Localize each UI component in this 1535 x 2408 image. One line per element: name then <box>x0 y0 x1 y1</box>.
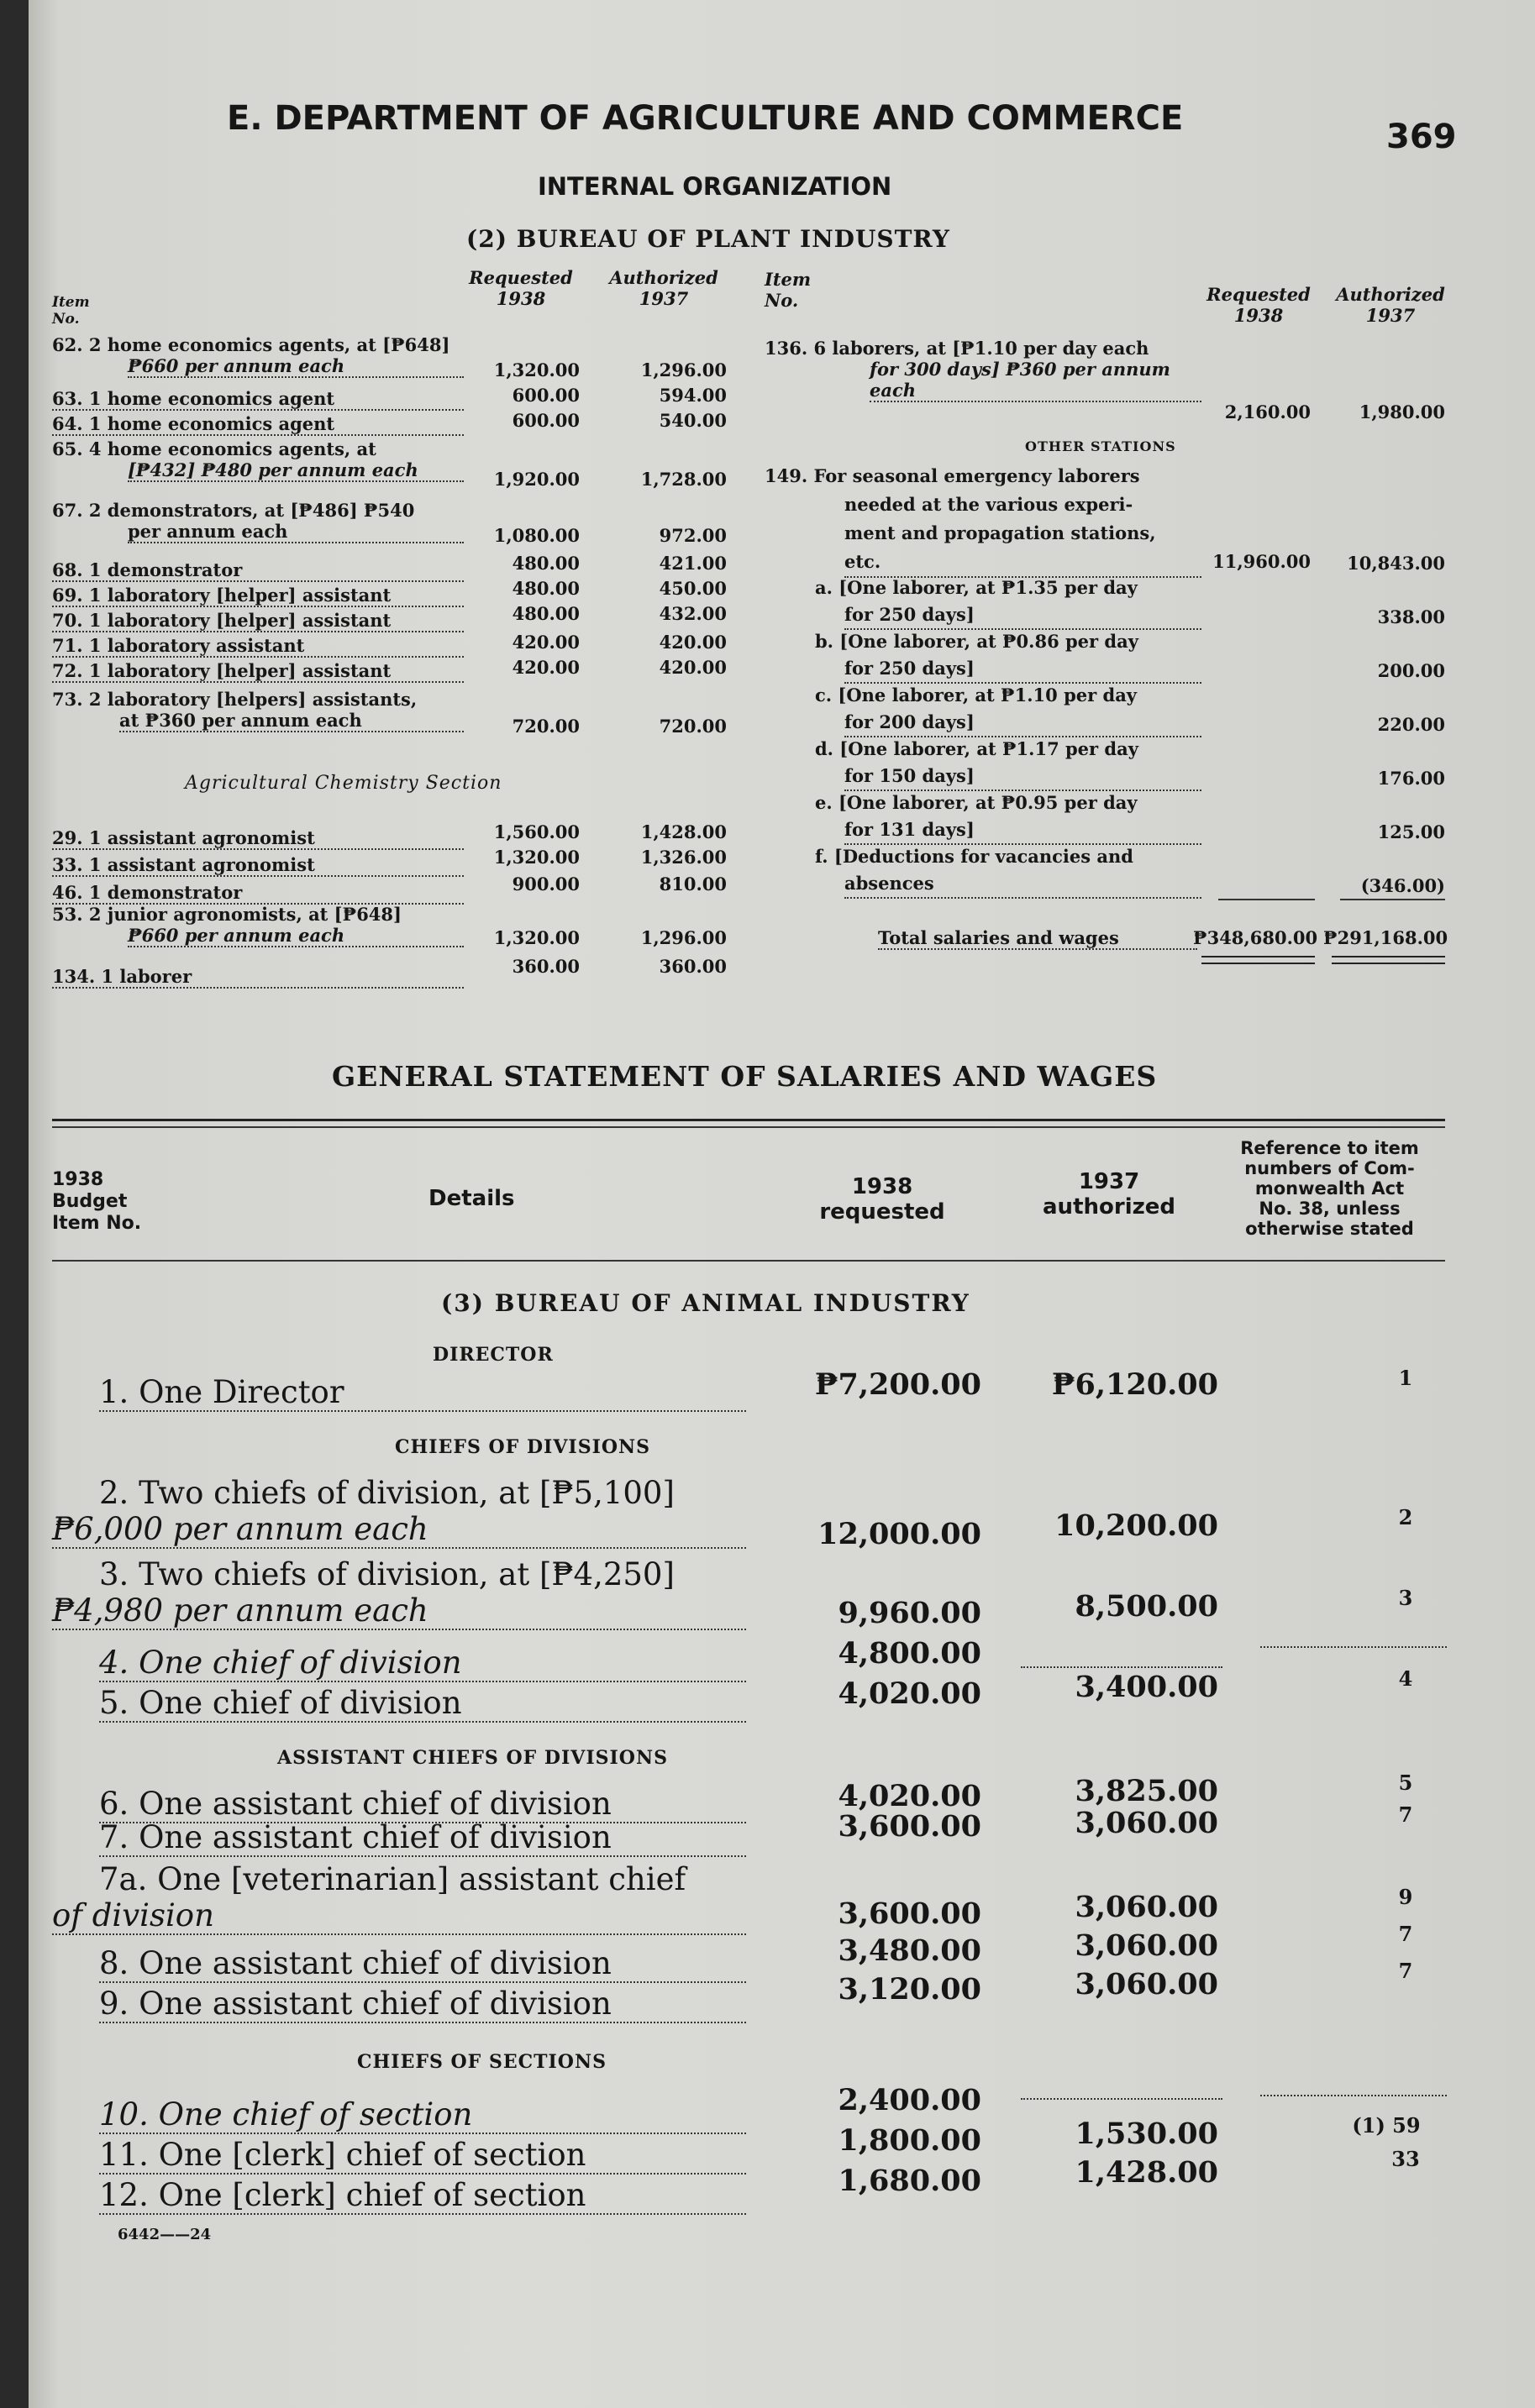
amount: 11,960.00 <box>1212 551 1311 572</box>
agricultural-chemistry-section-heading: Agricultural Chemistry Section <box>185 773 502 794</box>
amount: 420.00 <box>512 657 580 678</box>
row-9: 9. One assistant chief of division <box>99 1986 746 2023</box>
left-item-71: 71. 1 laboratory assistant <box>52 635 464 658</box>
amount: 360.00 <box>659 956 727 977</box>
bureau-animal-heading: (3) BUREAU OF ANIMAL INDUSTRY <box>441 1289 970 1317</box>
ref: 1 <box>1398 1366 1413 1390</box>
amount: 2,160.00 <box>1224 401 1311 422</box>
ref: 3 <box>1398 1586 1413 1610</box>
right-sub-f: f. [Deductions for vacancies and absences <box>815 843 1201 899</box>
ref: 5 <box>1398 1771 1413 1795</box>
amount: 10,843.00 <box>1347 553 1445 574</box>
amount: 4,020.00 <box>838 1676 981 1711</box>
amount: 1,320.00 <box>493 847 580 868</box>
header-top-rule-2 <box>52 1126 1445 1128</box>
row-7a: 7a. One [veterinarian] assistant chief of division <box>99 1861 754 1935</box>
assistant-chiefs-heading: ASSISTANT CHIEFS OF DIVISIONS <box>277 1747 668 1769</box>
amount: 1,920.00 <box>493 469 580 490</box>
col-requested-right: Requested 1938 <box>1206 284 1311 326</box>
col-item-left: Item No. <box>52 294 90 328</box>
department-title: E. DEPARTMENT OF AGRICULTURE AND COMMERCE <box>227 99 1184 138</box>
row-11: 11. One [clerk] chief of section <box>99 2137 746 2175</box>
amount: 2,400.00 <box>838 2083 981 2117</box>
amount: 9,960.00 <box>838 1596 981 1630</box>
amount: 4,020.00 <box>838 1779 981 1813</box>
amount: 10,200.00 <box>1054 1508 1218 1543</box>
amount: 600.00 <box>512 385 580 406</box>
left-item-73: 73. 2 laboratory [helpers] assistants, at ₱360 per annum each <box>52 689 464 732</box>
right-item-149: 149. For seasonal emergency laborers needed at the various experi- ment and propagation stations, etc. <box>765 462 1201 578</box>
amount: 3,825.00 <box>1075 1774 1218 1808</box>
row-4: 4. One chief of division <box>99 1645 746 1682</box>
left-item-53: 53. 2 junior agronomists, at [₱648] ₱660 per annum each <box>52 904 464 947</box>
amount: 480.00 <box>512 578 580 599</box>
amount: 421.00 <box>659 553 727 574</box>
amount: 1,080.00 <box>493 525 580 546</box>
amount: 3,120.00 <box>838 1972 981 2007</box>
left-item-29: 29. 1 assistant agronomist <box>52 827 464 850</box>
double-rule <box>1332 963 1445 964</box>
amount: 1,428.00 <box>640 821 727 842</box>
amount: 338.00 <box>1377 606 1445 627</box>
amount: 810.00 <box>659 873 727 894</box>
row-6: 6. One assistant chief of division <box>99 1786 746 1823</box>
col-1937-authorized: 1937 authorized <box>1043 1169 1175 1220</box>
row-2: 2. Two chiefs of division, at [₱5,100] ₱6,000 per annum each <box>99 1475 754 1549</box>
amount: 1,320.00 <box>493 927 580 948</box>
double-rule <box>1201 956 1315 957</box>
amount: 176.00 <box>1377 768 1445 789</box>
amount: ₱7,200.00 <box>814 1367 981 1402</box>
ref: 7 <box>1398 1959 1413 1983</box>
ref: 33 <box>1391 2147 1420 2171</box>
amount: 8,500.00 <box>1075 1589 1218 1624</box>
left-item-64: 64. 1 home economics agent <box>52 413 464 436</box>
ref: (1) 59 <box>1352 2113 1421 2138</box>
row-3: 3. Two chiefs of division, at [₱4,250] ₱4,980 per annum each <box>99 1556 754 1630</box>
amount: 1,560.00 <box>493 821 580 842</box>
page-number: 369 <box>1386 118 1457 156</box>
amount: 432.00 <box>659 603 727 624</box>
amount: 3,400.00 <box>1075 1670 1218 1704</box>
amount: 1,530.00 <box>1075 2117 1218 2151</box>
amount: 480.00 <box>512 603 580 624</box>
amount: 1,980.00 <box>1359 401 1445 422</box>
amount: 1,428.00 <box>1075 2155 1218 2190</box>
amount: 480.00 <box>512 553 580 574</box>
other-stations-heading: OTHER STATIONS <box>1025 438 1176 454</box>
left-item-46: 46. 1 demonstrator <box>52 882 464 905</box>
amount: 1,296.00 <box>640 927 727 948</box>
amount: 720.00 <box>659 716 727 737</box>
right-sub-e: e. [One laborer, at ₱0.95 per day for 131 days] <box>815 790 1201 845</box>
ref: 7 <box>1398 1802 1413 1827</box>
blank-dots <box>1021 1666 1222 1670</box>
blank-dots <box>1021 2098 1222 2101</box>
chiefs-sections-heading: CHIEFS OF SECTIONS <box>357 2051 607 2073</box>
general-statement-title: GENERAL STATEMENT OF SALARIES AND WAGES <box>332 1060 1158 1093</box>
blank-dots <box>1260 1646 1447 1650</box>
amount: 1,296.00 <box>640 359 727 380</box>
header-top-rule <box>52 1119 1445 1121</box>
total-authorized: ₱291,168.00 <box>1323 927 1448 948</box>
amount: 1,320.00 <box>493 359 580 380</box>
right-item-136: 136. 6 laborers, at [₱1.10 per day each for 300 days] ₱360 per annum each <box>765 338 1201 402</box>
amount: 4,800.00 <box>838 1636 981 1671</box>
col-reference: Reference to item numbers of Com- monwealth Act No. 38, unless otherwise stated <box>1240 1138 1419 1239</box>
total-requested: ₱348,680.00 <box>1193 927 1318 948</box>
amount: 1,680.00 <box>838 2164 981 2198</box>
director-heading: DIRECTOR <box>433 1344 554 1366</box>
blank-dots <box>1260 2095 1447 2098</box>
ref: 2 <box>1398 1505 1413 1529</box>
amount: 3,060.00 <box>1075 1928 1218 1963</box>
col-1938-requested: 1938 requested <box>819 1174 945 1225</box>
amount: ₱6,120.00 <box>1051 1367 1218 1402</box>
right-sub-a: a. [One laborer, at ₱1.35 per day for 250 days] <box>815 574 1201 630</box>
col-item-right: Item No. <box>765 269 812 311</box>
amount: 3,480.00 <box>838 1933 981 1968</box>
left-item-62: 62. 2 home economics agents, at [₱648] ₱660 per annum each <box>52 334 464 378</box>
row-7: 7. One assistant chief of division <box>99 1819 746 1857</box>
row-10: 10. One chief of section <box>99 2096 746 2134</box>
left-item-67: 67. 2 demonstrators, at [₱486] ₱540 per annum each <box>52 500 464 543</box>
amount: 3,060.00 <box>1075 1806 1218 1840</box>
amount: 1,800.00 <box>838 2123 981 2158</box>
left-item-68: 68. 1 demonstrator <box>52 559 464 582</box>
double-rule <box>1332 956 1445 957</box>
divider <box>1218 899 1315 900</box>
amount: 220.00 <box>1377 714 1445 735</box>
row-1-director: 1. One Director <box>99 1374 746 1412</box>
ref: 4 <box>1398 1666 1413 1691</box>
amount: 3,600.00 <box>838 1809 981 1844</box>
amount: 420.00 <box>659 632 727 653</box>
col-authorized-left: Authorized 1937 <box>609 267 718 309</box>
amount: 972.00 <box>659 525 727 546</box>
left-item-65: 65. 4 home economics agents, at [₱432] ₱480 per annum each <box>52 438 464 482</box>
amount: 540.00 <box>659 410 727 431</box>
left-item-72: 72. 1 laboratory [helper] assistant <box>52 660 464 683</box>
page-binding-edge <box>0 0 29 2408</box>
amount: 450.00 <box>659 578 727 599</box>
print-code: 6442——24 <box>118 2226 212 2243</box>
amount: 360.00 <box>512 956 580 977</box>
header-bottom-rule <box>52 1260 1445 1262</box>
amount: (346.00) <box>1360 875 1445 896</box>
left-item-134: 134. 1 laborer <box>52 966 464 989</box>
row-5: 5. One chief of division <box>99 1685 746 1723</box>
col-budget-item: 1938 Budget Item No. <box>52 1169 142 1234</box>
amount: 594.00 <box>659 385 727 406</box>
chiefs-divisions-heading: CHIEFS OF DIVISIONS <box>395 1436 651 1458</box>
total-salaries-label: Total salaries and wages <box>878 927 1197 950</box>
amount: 420.00 <box>659 657 727 678</box>
right-sub-b: b. [One laborer, at ₱0.86 per day for 250 days] <box>815 628 1201 684</box>
amount: 1,326.00 <box>640 847 727 868</box>
amount: 12,000.00 <box>817 1517 981 1551</box>
col-authorized-right: Authorized 1937 <box>1336 284 1445 326</box>
divider <box>1340 899 1445 900</box>
right-sub-c: c. [One laborer, at ₱1.10 per day for 200 days] <box>815 682 1201 737</box>
left-item-69: 69. 1 laboratory [helper] assistant <box>52 585 464 607</box>
bureau-plant-heading: (2) BUREAU OF PLANT INDUSTRY <box>466 225 950 253</box>
amount: 720.00 <box>512 716 580 737</box>
col-details: Details <box>428 1186 515 1211</box>
amount: 600.00 <box>512 410 580 431</box>
row-8: 8. One assistant chief of division <box>99 1945 746 1983</box>
left-item-70: 70. 1 laboratory [helper] assistant <box>52 610 464 632</box>
amount: 420.00 <box>512 632 580 653</box>
left-item-33: 33. 1 assistant agronomist <box>52 854 464 877</box>
amount: 125.00 <box>1377 821 1445 842</box>
amount: 900.00 <box>512 873 580 894</box>
row-12: 12. One [clerk] chief of section <box>99 2177 746 2215</box>
ref: 7 <box>1398 1922 1413 1946</box>
col-requested-left: Requested 1938 <box>469 267 573 309</box>
amount: 200.00 <box>1377 660 1445 681</box>
amount: 3,600.00 <box>838 1896 981 1931</box>
page-subtitle: INTERNAL ORGANIZATION <box>538 172 892 201</box>
left-item-63: 63. 1 home economics agent <box>52 388 464 411</box>
right-sub-d: d. [One laborer, at ₱1.17 per day for 150 days] <box>815 736 1201 791</box>
double-rule <box>1201 963 1315 964</box>
amount: 1,728.00 <box>640 469 727 490</box>
ref: 9 <box>1398 1885 1413 1909</box>
amount: 3,060.00 <box>1075 1967 1218 2001</box>
amount: 3,060.00 <box>1075 1890 1218 1924</box>
